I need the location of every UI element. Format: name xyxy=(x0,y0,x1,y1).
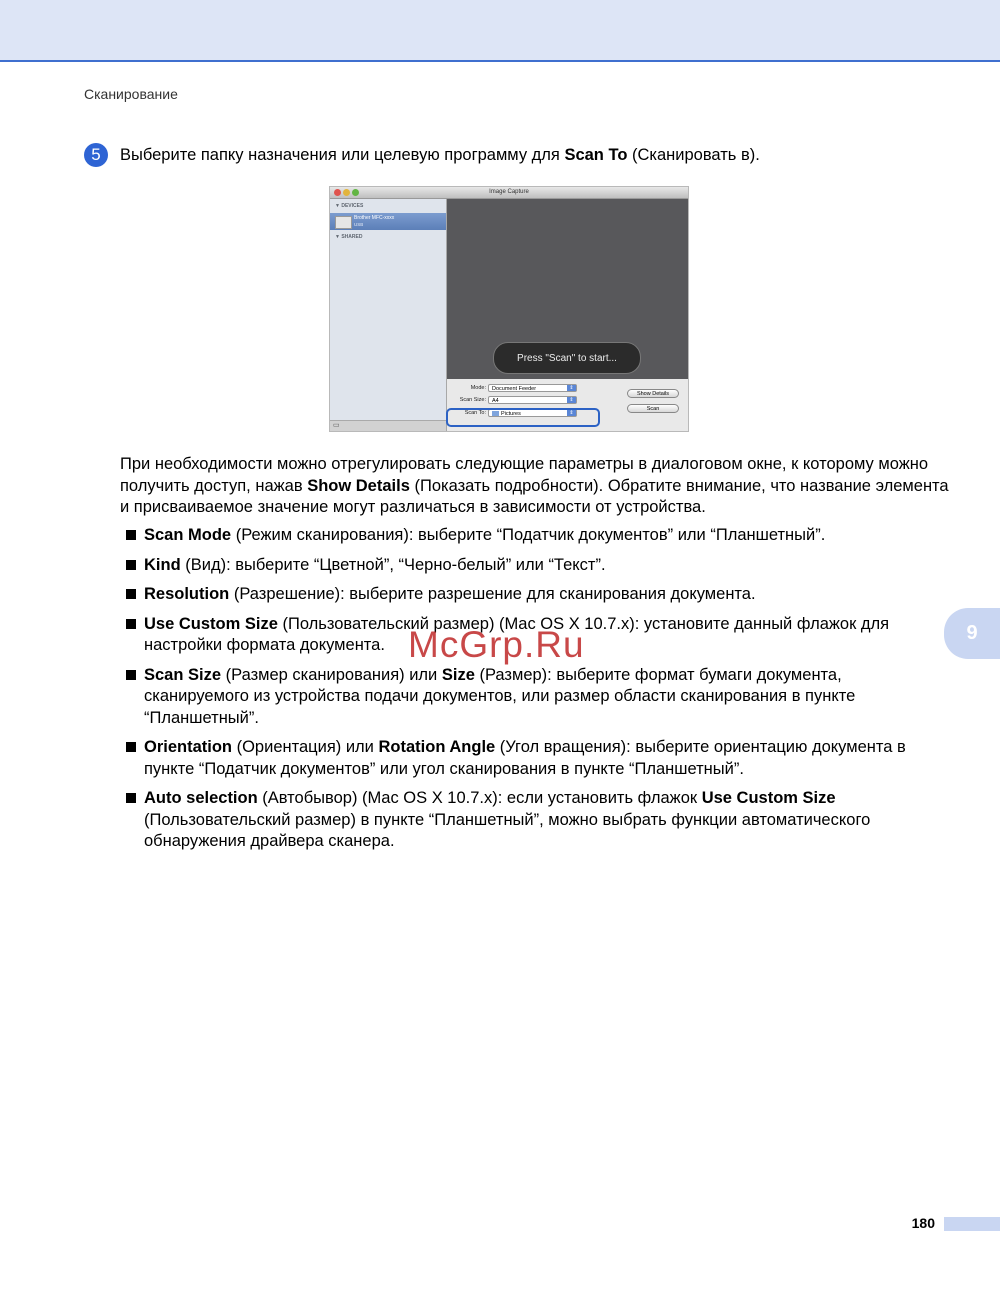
list-item: Scan Size (Размер сканирования) или Size (Размер): выберите формат бумаги документа, сканируемого из устройства подачи документов, или размер области сканирования в пункте “Планшетный”. xyxy=(126,665,950,730)
device-settings-icon[interactable]: ▭ xyxy=(333,422,340,429)
scan-to-highlight xyxy=(446,408,600,427)
devices-header: ▼ DEVICES xyxy=(335,203,364,209)
scanner-icon xyxy=(335,216,352,229)
select-arrows-icon: ⇕ xyxy=(567,385,576,391)
scan-size-select[interactable]: A4 ⇕ xyxy=(488,396,577,404)
page-number-bar xyxy=(944,1217,1000,1231)
intro-paragraph: При необходимости можно отрегулировать следующие параметры в диалоговом окне, к которому можно получить доступ, нажав Show Details (Показать подробности). Обратите внимание, что название элемента и присваиваемое значение могут различаться в зависимости от устройства. xyxy=(120,455,949,516)
device-connection: USB xyxy=(354,222,364,227)
scan-to-select[interactable]: Pictures ⇕ xyxy=(488,409,577,417)
mode-label: Mode: xyxy=(470,385,486,391)
device-sidebar xyxy=(330,199,447,431)
bullet-icon xyxy=(126,793,136,803)
select-arrows-icon: ⇕ xyxy=(567,397,576,403)
window-titlebar xyxy=(330,187,688,199)
list-item: Kind (Вид): выберите “Цветной”, “Черно-белый” или “Текст”. xyxy=(126,555,950,577)
scan-prompt-hud: Press "Scan" to start... xyxy=(493,342,641,374)
section-title: Сканирование xyxy=(84,86,178,102)
list-item: Resolution (Разрешение): выберите разрешение для сканирования документа. xyxy=(126,584,950,606)
bullet-icon xyxy=(126,530,136,540)
watermark: McGrp.Ru xyxy=(408,624,585,665)
step-text: Выберите папку назначения или целевую программу для Scan To (Сканировать в). xyxy=(120,145,760,164)
list-item: Scan Mode (Режим сканирования): выберите “Податчик документов” или “Планшетный”. xyxy=(126,525,950,547)
sidebar-item-brother-device[interactable] xyxy=(330,213,446,230)
image-capture-screenshot xyxy=(329,186,689,432)
scan-preview-area xyxy=(447,199,688,379)
scan-size-label: Scan Size: xyxy=(459,397,486,403)
step-number-badge: 5 xyxy=(84,143,108,167)
scan-button[interactable]: Scan xyxy=(627,404,679,413)
bullet-icon xyxy=(126,742,136,752)
show-details-button[interactable]: Show Details xyxy=(627,389,679,398)
page-number: 180 xyxy=(911,1215,935,1231)
step-instruction xyxy=(84,143,964,167)
scan-to-label: Scan To: xyxy=(464,410,486,416)
settings-list xyxy=(126,525,950,861)
list-item: Auto selection (Автобывор) (Mac OS X 10.7.x): если установить флажок Use Custom Size (Пользовательский размер) в пункте “Планшетный”, можно выбрать функции автоматического обнаружения драйвера сканера. xyxy=(126,788,950,853)
shared-header: ▼ SHARED xyxy=(335,234,363,240)
device-name: Brother MFC-xxxx xyxy=(354,215,395,221)
bullet-icon xyxy=(126,670,136,680)
mode-select[interactable]: Document Feeder ⇕ xyxy=(488,384,577,392)
select-arrows-icon: ⇕ xyxy=(567,410,576,416)
chapter-tab: 9 xyxy=(944,608,1000,659)
bullet-icon xyxy=(126,560,136,570)
header-band xyxy=(0,0,1000,62)
bullet-icon xyxy=(126,619,136,629)
window-title: Image Capture xyxy=(489,189,529,195)
bullet-icon xyxy=(126,589,136,599)
list-item: Orientation (Ориентация) или Rotation Angle (Угол вращения): выберите ориентацию документа в пункте “Податчик документов” или угол сканирования в пункте “Планшетный”. xyxy=(126,737,950,780)
list-item: Use Custom Size (Пользовательский размер) (Mac OS X 10.7.x): установите данный флажок для настройки формата документа. xyxy=(126,614,950,657)
sidebar-footer xyxy=(330,420,446,431)
